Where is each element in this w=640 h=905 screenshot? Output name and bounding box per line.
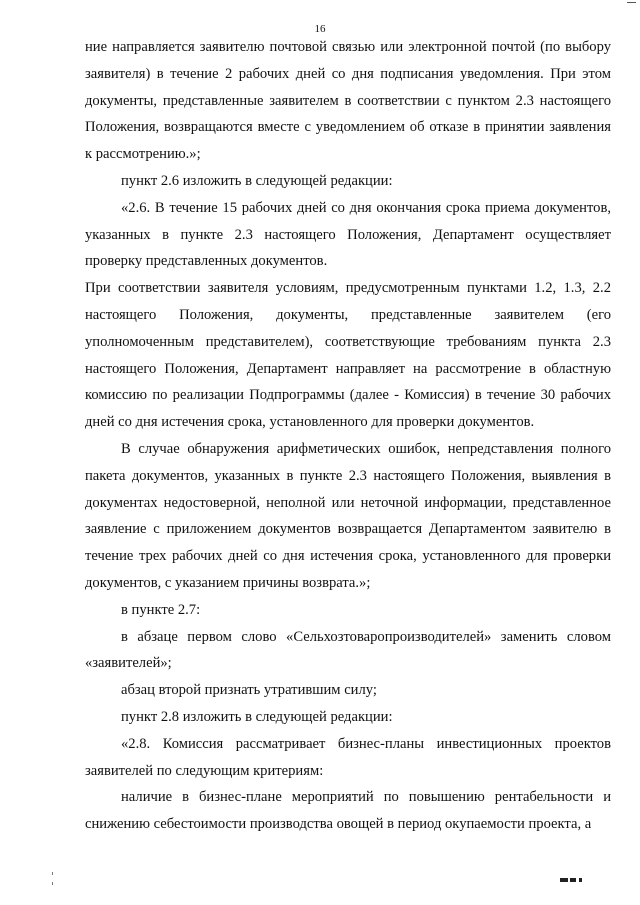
paragraph-clause-2-6-intro: пункт 2.6 изложить в следующей редакции: — [121, 172, 393, 189]
paragraph-errors: В случае обнаружения арифметических ошибок, непредставления полного пакета документов, указанных в пункте 2.3 настоящего Положения, выявления в документах недостоверной, неполной или неточной информации, представленное заявление с приложением документов возвращается Департаментом заявителю в течение трех рабочих дней со дня истечения срока, установленного для проверки документов, с указанием причины возврата.»; — [85, 440, 611, 591]
paragraph-clause-2-8-intro: пункт 2.8 изложить в следующей редакции: — [121, 708, 393, 725]
document-body — [85, 34, 611, 838]
paragraph-criteria: наличие в бизнес-плане мероприятий по повышению рентабельности и снижению себестоимости производства овощей в период окупаемости проекта, а — [85, 789, 611, 833]
paragraph-first-subparagraph: в абзаце первом слово «Сельхозтоваропроизводителей» заменить словом «заявителей»; — [85, 628, 611, 672]
scan-artifact — [52, 882, 53, 885]
paragraph-clause-2-7: в пункте 2.7: — [121, 601, 201, 618]
paragraph-continuation: ние направляется заявителю почтовой связью или электронной почтой (по выбору заявителя) в течение 2 рабочих дней со дня подписания уведомления. При этом документы, представленные заявителем в соответствии с пунктом 2.3 настоящего Положения, возвращаются вместе с уведомлением об отказе в принятии заявления к рассмотрению.»; — [85, 39, 611, 163]
paragraph-clause-2-6: «2.6. В течение 15 рабочих дней со дня окончания срока приема документов, указанных в пункте 2.3 настоящего Положения, Департамент осуществляет проверку представленных документов. — [85, 199, 611, 270]
paragraph-compliance: При соответствии заявителя условиям, предусмотренным пунктами 1.2, 1.3, 2.2 настоящего Положения, документы, представленные заявителем (его уполномоченным представителем), соответствующие требованиям пункта 2.3 настоящего Положения, Департамент направляет на рассмотрение в областную комиссию по реализации Подпрограммы (далее - Комиссия) в течение 30 рабочих дней со дня истечения срока, установленного для проверки документов. — [85, 280, 611, 431]
scan-artifact — [560, 878, 590, 884]
scan-artifact — [52, 872, 53, 875]
page-number: 16 — [314, 23, 326, 35]
scan-artifact — [627, 2, 636, 3]
paragraph-second-subparagraph: абзац второй признать утратившим силу; — [121, 682, 377, 699]
paragraph-clause-2-8: «2.8. Комиссия рассматривает бизнес-планы инвестиционных проектов заявителей по следующим критериям: — [85, 735, 611, 779]
